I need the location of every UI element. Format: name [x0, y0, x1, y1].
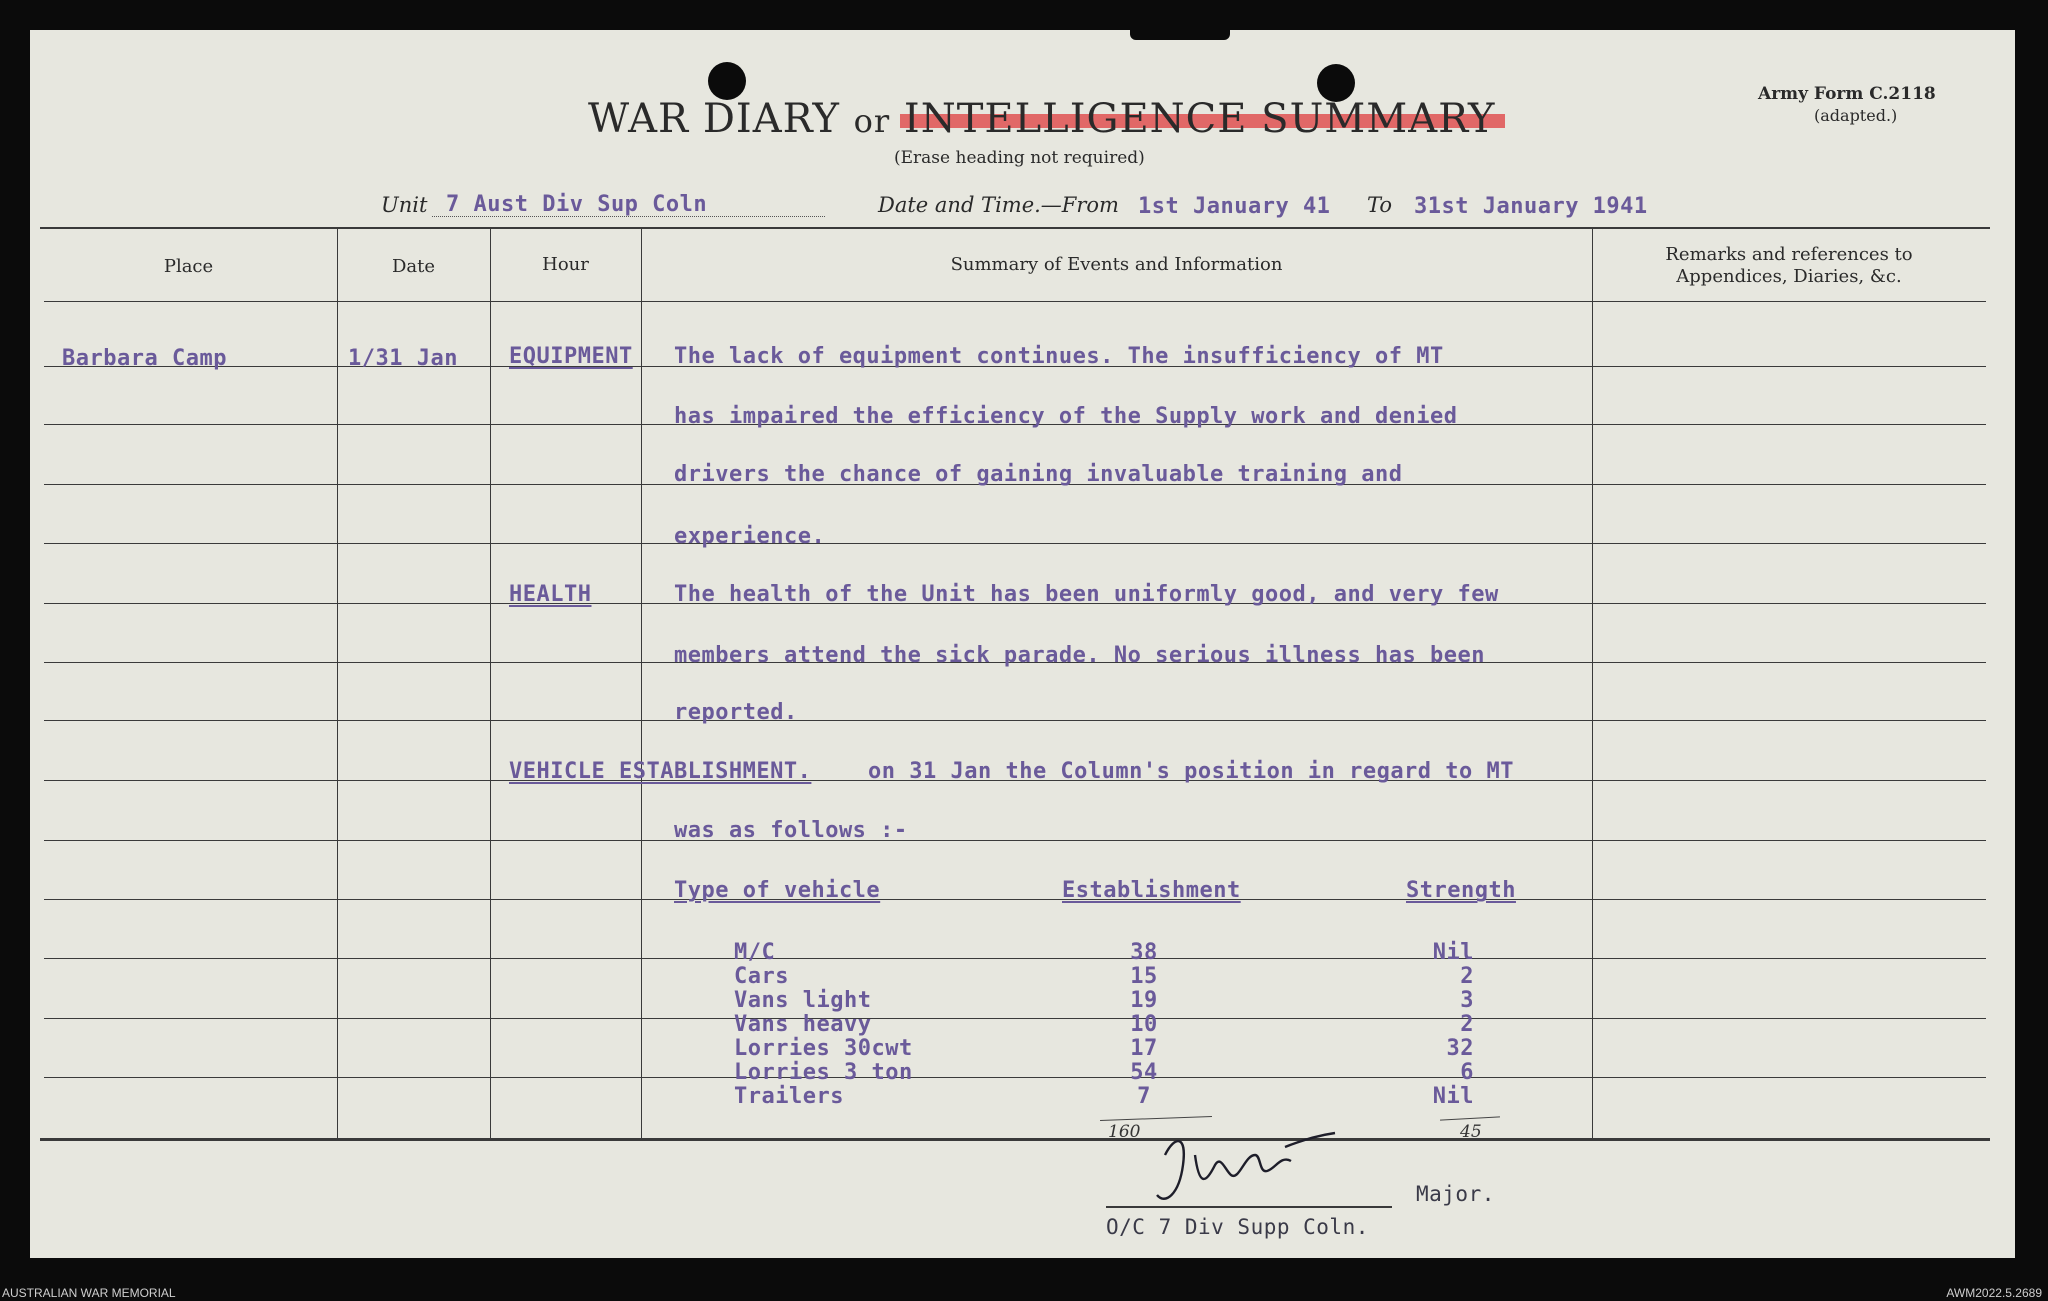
vehicle-type: M/C	[734, 940, 776, 965]
signature-line	[1106, 1206, 1392, 1208]
ruled-line	[44, 840, 1986, 841]
equipment-line-1: The lack of equipment continues. The insufficiency of MT	[674, 344, 1444, 369]
health-heading: HEALTH	[509, 582, 592, 607]
health-line-1: The health of the Unit has been uniformly good, and very few	[674, 582, 1499, 607]
adapted-label: (adapted.)	[1814, 106, 1898, 125]
vehicle-establishment: 17	[1130, 1036, 1158, 1061]
vehicle-establishment: 19	[1130, 988, 1158, 1013]
torn-notch	[1130, 26, 1230, 40]
unit-field	[432, 190, 825, 217]
form-title	[588, 96, 1495, 142]
total-strength: 45	[1460, 1122, 1482, 1142]
to-label: To	[1367, 193, 1393, 217]
table-row	[734, 964, 1494, 988]
vehicle-strength: Nil	[1432, 940, 1474, 965]
table-header-rule	[44, 301, 1986, 302]
equipment-line-3: drivers the chance of gaining invaluable training and	[674, 462, 1403, 487]
date-to-value: 31st January 1941	[1414, 194, 1648, 219]
army-form-label: Army Form C.2118	[1758, 84, 1936, 104]
footer-right: AWM2022.5.2689	[1946, 1286, 2042, 1300]
table-bottom-rule	[40, 1138, 1990, 1141]
table-row	[734, 940, 1494, 964]
col-header-place: Place	[163, 256, 214, 277]
erase-note: (Erase heading not required)	[894, 148, 1145, 168]
col-header-remarks-1: Remarks and references to	[1665, 244, 1913, 265]
table-row	[734, 988, 1494, 1012]
ruled-line	[44, 543, 1986, 544]
equipment-line-2: has impaired the efficiency of the Supply work and denied	[674, 404, 1458, 429]
health-line-3: reported.	[674, 700, 798, 725]
punch-hole-left	[708, 62, 746, 100]
unit-value: 7 Aust Div Sup Coln	[446, 192, 708, 217]
table-row	[734, 1060, 1494, 1084]
vehicle-establishment: 10	[1130, 1012, 1158, 1037]
vehicle-strength: 3	[1460, 988, 1474, 1013]
ruled-line	[44, 899, 1986, 900]
vehicle-type: Vans heavy	[734, 1012, 872, 1037]
title-or: or	[853, 102, 891, 140]
col-header-date: Date	[391, 256, 436, 277]
equipment-heading: EQUIPMENT	[509, 344, 633, 369]
total-establishment: 160	[1108, 1122, 1141, 1142]
vehicle-table-body	[734, 940, 1494, 1108]
equipment-line-4: experience.	[674, 524, 826, 549]
vehicle-strength: 6	[1460, 1060, 1474, 1085]
table-row	[734, 1036, 1494, 1060]
date-from-value: 1st January 41	[1138, 194, 1331, 219]
title-intelligence-summary	[904, 96, 1495, 142]
vehicle-strength: 32	[1446, 1036, 1474, 1061]
vehicle-line-2: was as follows :-	[674, 818, 908, 843]
vehicle-establishment: 38	[1130, 940, 1158, 965]
vehicle-type: Cars	[734, 964, 789, 989]
signature-mark	[1135, 1125, 1375, 1215]
col-header-hour: Hour	[542, 254, 589, 275]
table-row	[734, 1084, 1494, 1108]
title-intelligence-text: INTELLIGENCE SUMMARY	[903, 96, 1496, 142]
table-row	[734, 1012, 1494, 1036]
vehicle-establishment: 15	[1130, 964, 1158, 989]
vehicle-strength: Nil	[1432, 1084, 1474, 1109]
vehicle-col-strength: Strength	[1406, 878, 1516, 903]
vehicle-establishment: 54	[1130, 1060, 1158, 1085]
ruled-line	[44, 720, 1986, 721]
vehicle-heading: VEHICLE ESTABLISHMENT.	[509, 759, 812, 784]
vehicle-type: Lorries 3 ton	[734, 1060, 913, 1085]
vehicle-line-1: on 31 Jan the Column's position in regard to MT	[868, 759, 1515, 784]
footer-left: AUSTRALIAN WAR MEMORIAL	[2, 1286, 176, 1300]
vehicle-type: Vans light	[734, 988, 872, 1013]
col-header-summary: Summary of Events and Information	[950, 254, 1283, 275]
health-line-2: members attend the sick parade. No serious illness has been	[674, 643, 1485, 668]
vehicle-col-type: Type of vehicle	[674, 878, 881, 903]
signature-rank: Major.	[1416, 1182, 1495, 1206]
signature-title: O/C 7 Div Supp Coln.	[1106, 1215, 1369, 1239]
vehicle-col-establishment: Establishment	[1062, 878, 1241, 903]
table-top-rule	[40, 227, 1990, 229]
vehicle-strength: 2	[1460, 1012, 1474, 1037]
title-war-diary: WAR DIARY	[588, 96, 840, 142]
vehicle-strength: 2	[1460, 964, 1474, 989]
vehicle-type: Trailers	[734, 1084, 844, 1109]
date-label: Date and Time.—From	[878, 193, 1119, 217]
entry-place: Barbara Camp	[62, 346, 227, 371]
vehicle-type: Lorries 30cwt	[734, 1036, 913, 1061]
vehicle-establishment: 7	[1137, 1084, 1151, 1109]
col-header-remarks-2: Appendices, Diaries, &c.	[1676, 266, 1902, 287]
unit-label: Unit	[381, 193, 428, 217]
entry-date: 1/31 Jan	[348, 346, 458, 371]
